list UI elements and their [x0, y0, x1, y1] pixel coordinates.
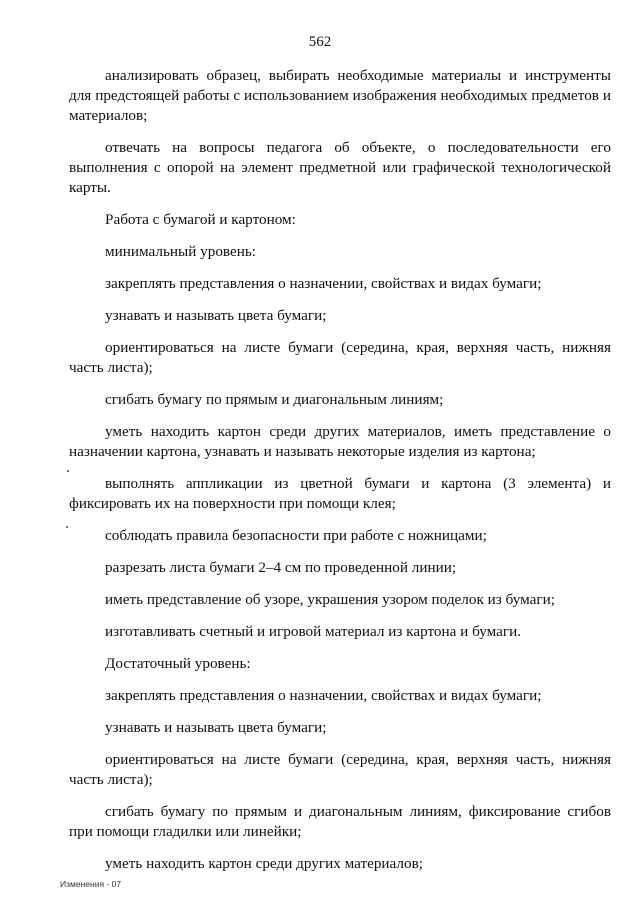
level-heading: минимальный уровень:	[105, 243, 257, 260]
scan-speck	[66, 526, 68, 528]
section-heading: Работа с бумагой и картоном:	[105, 211, 296, 228]
paragraph: выполнять аппликации из цветной бумаги и картона (3 элемента) и фиксировать их на поверхности при помощи клея;	[69, 475, 611, 512]
paragraph: уметь находить картон среди других материалов, иметь представление о назначении картона, узнавать и называть некоторые изделия из картона;	[69, 423, 611, 460]
scan-speck	[67, 470, 69, 472]
paragraph: анализировать образец, выбирать необходимые материалы и инструменты для предстоящей работы с использованием изображения необходимых предметов и материалов;	[69, 67, 611, 124]
paragraph: соблюдать правила безопасности при работе с ножницами;	[105, 527, 487, 544]
page-footer: Изменения - 07	[60, 879, 122, 889]
paragraph: закреплять представления о назначении, свойствах и видах бумаги;	[105, 275, 542, 292]
paragraph: разрезать листа бумаги 2–4 см по проведенной линии;	[105, 559, 457, 576]
paragraph: иметь представление об узоре, украшения узором поделок из бумаги;	[105, 591, 555, 608]
paragraph: ориентироваться на листе бумаги (середина, края, верхняя часть, нижняя часть листа);	[69, 339, 611, 376]
paragraph: сгибать бумагу по прямым и диагональным линиям, фиксирование сгибов при помощи гладилки или линейки;	[69, 803, 611, 840]
paragraph: уметь находить картон среди других материалов;	[105, 855, 423, 872]
paragraph: ориентироваться на листе бумаги (середина, края, верхняя часть, нижняя часть листа);	[69, 751, 611, 788]
level-heading: Достаточный уровень:	[105, 655, 251, 672]
page-number: 562	[308, 34, 332, 50]
paragraph: узнавать и называть цвета бумаги;	[105, 719, 327, 736]
paragraph: изготавливать счетный и игровой материал из картона и бумаги.	[105, 623, 522, 640]
paragraph: закреплять представления о назначении, свойствах и видах бумаги;	[105, 687, 542, 704]
paragraph: узнавать и называть цвета бумаги;	[105, 307, 327, 324]
paragraph: отвечать на вопросы педагога об объекте, о последовательности его выполнения с опорой на элемент предметной или графической технологической карты.	[69, 139, 611, 196]
document-body	[69, 66, 611, 886]
paragraph: сгибать бумагу по прямым и диагональным линиям;	[105, 391, 444, 408]
